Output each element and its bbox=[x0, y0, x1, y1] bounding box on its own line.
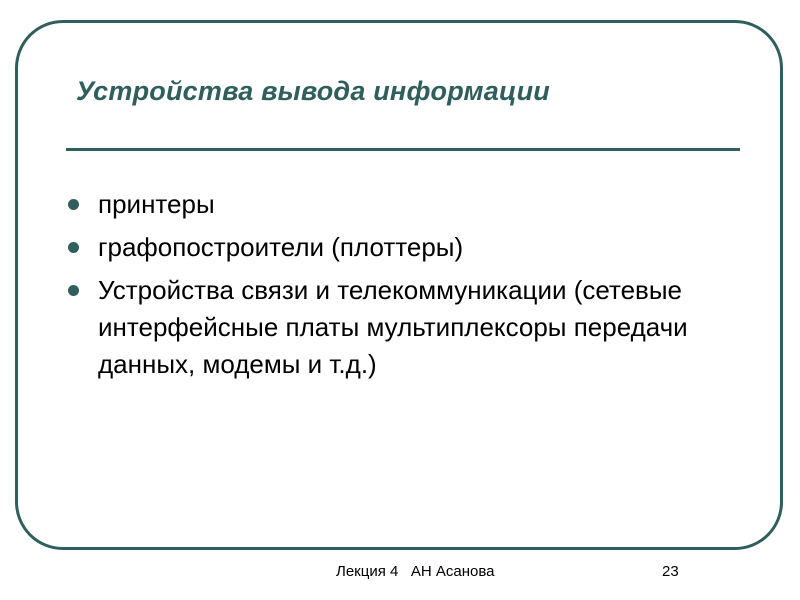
bullet-item-communication-devices bbox=[66, 272, 776, 383]
bullet-text: графопостроители (плоттеры) bbox=[98, 232, 464, 262]
footer-page-number: 23 bbox=[662, 563, 679, 580]
bullet-text: принтеры bbox=[98, 189, 215, 219]
title-divider bbox=[66, 148, 740, 151]
slide-title: Устройства вывода информации bbox=[76, 76, 550, 106]
bullet-item-plotters bbox=[66, 229, 776, 266]
bullet-dot-icon bbox=[68, 199, 79, 210]
bullet-list bbox=[66, 186, 776, 389]
bullet-item-printers bbox=[66, 186, 776, 223]
bullet-dot-icon bbox=[68, 242, 79, 253]
bullet-dot-icon bbox=[68, 285, 79, 296]
bullet-text: Устройства связи и телекоммуникации (сетевые интерфейсные платы мультиплексоры передачи данных, модемы и т.д.) bbox=[98, 275, 688, 379]
footer-lecture-label: Лекция 4 АН Асанова bbox=[336, 563, 495, 580]
